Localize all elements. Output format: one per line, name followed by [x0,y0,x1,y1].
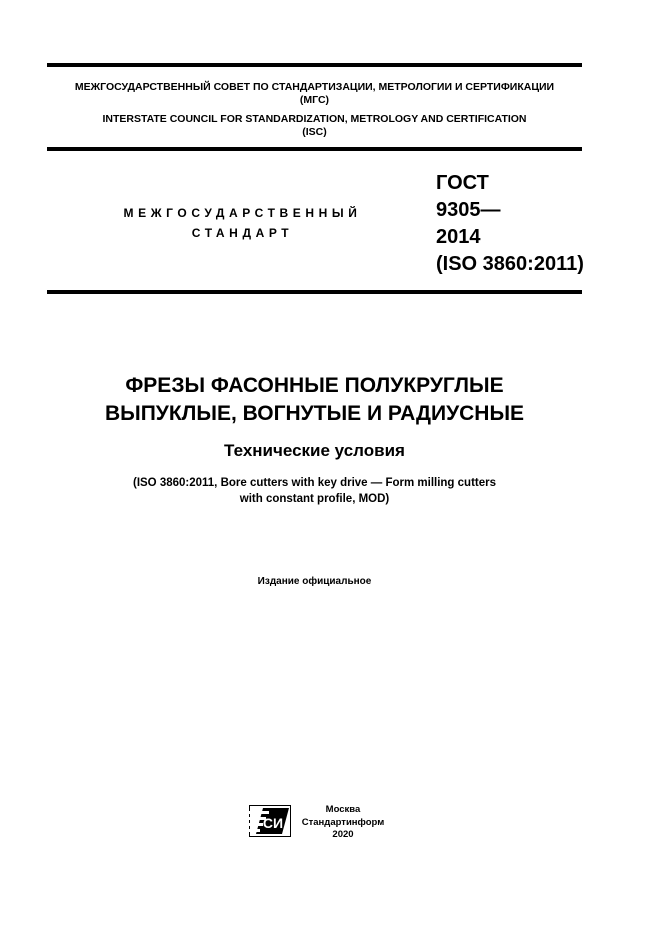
publisher-name: Стандартинформ [301,816,385,828]
publisher-block [298,804,388,842]
publisher-city: Москва [325,804,361,815]
gost-iso-reference: (ISO 3860:2011) [436,253,584,275]
standard-type-line1: МЕЖГОСУДАРСТВЕННЫЙ [123,206,362,220]
logo-text: СИ [262,815,284,831]
council-ru-line1: МЕЖГОСУДАРСТВЕННЫЙ СОВЕТ ПО СТАНДАРТИЗАЦИИ, МЕТРОЛОГИИ И СЕРТИФИКАЦИИ [74,81,555,93]
edition-label: Издание официальное [257,576,372,587]
subtitle: Технические условия [224,441,405,460]
top-rule [47,63,582,67]
designation-rule [47,290,582,294]
gost-year: 2014 [436,226,481,248]
gost-number: 9305— [436,199,501,221]
title-line2: ВЫПУКЛЫЕ, ВОГНУТЫЕ И РАДИУСНЫЕ [104,402,525,425]
iso-reference-line1: (ISO 3860:2011, Bore cutters with key drive — Form milling cutters [132,477,496,489]
iso-reference-line2: with constant profile, MOD) [239,493,390,505]
council-en-line2: (ISC) [302,126,327,138]
standard-type-line2: СТАНДАРТ [191,226,294,240]
title-line1: ФРЕЗЫ ФАСОННЫЕ ПОЛУКРУГЛЫЕ [125,374,504,397]
council-ru-line2: (МГС) [299,94,330,106]
publisher-year: 2020 [332,829,354,840]
header-rule [47,147,582,151]
gost-label: ГОСТ [436,172,489,194]
council-en-line1: INTERSTATE COUNCIL FOR STANDARDIZATION, METROLOGY AND CERTIFICATION [102,113,527,125]
standartinform-logo [249,805,291,837]
